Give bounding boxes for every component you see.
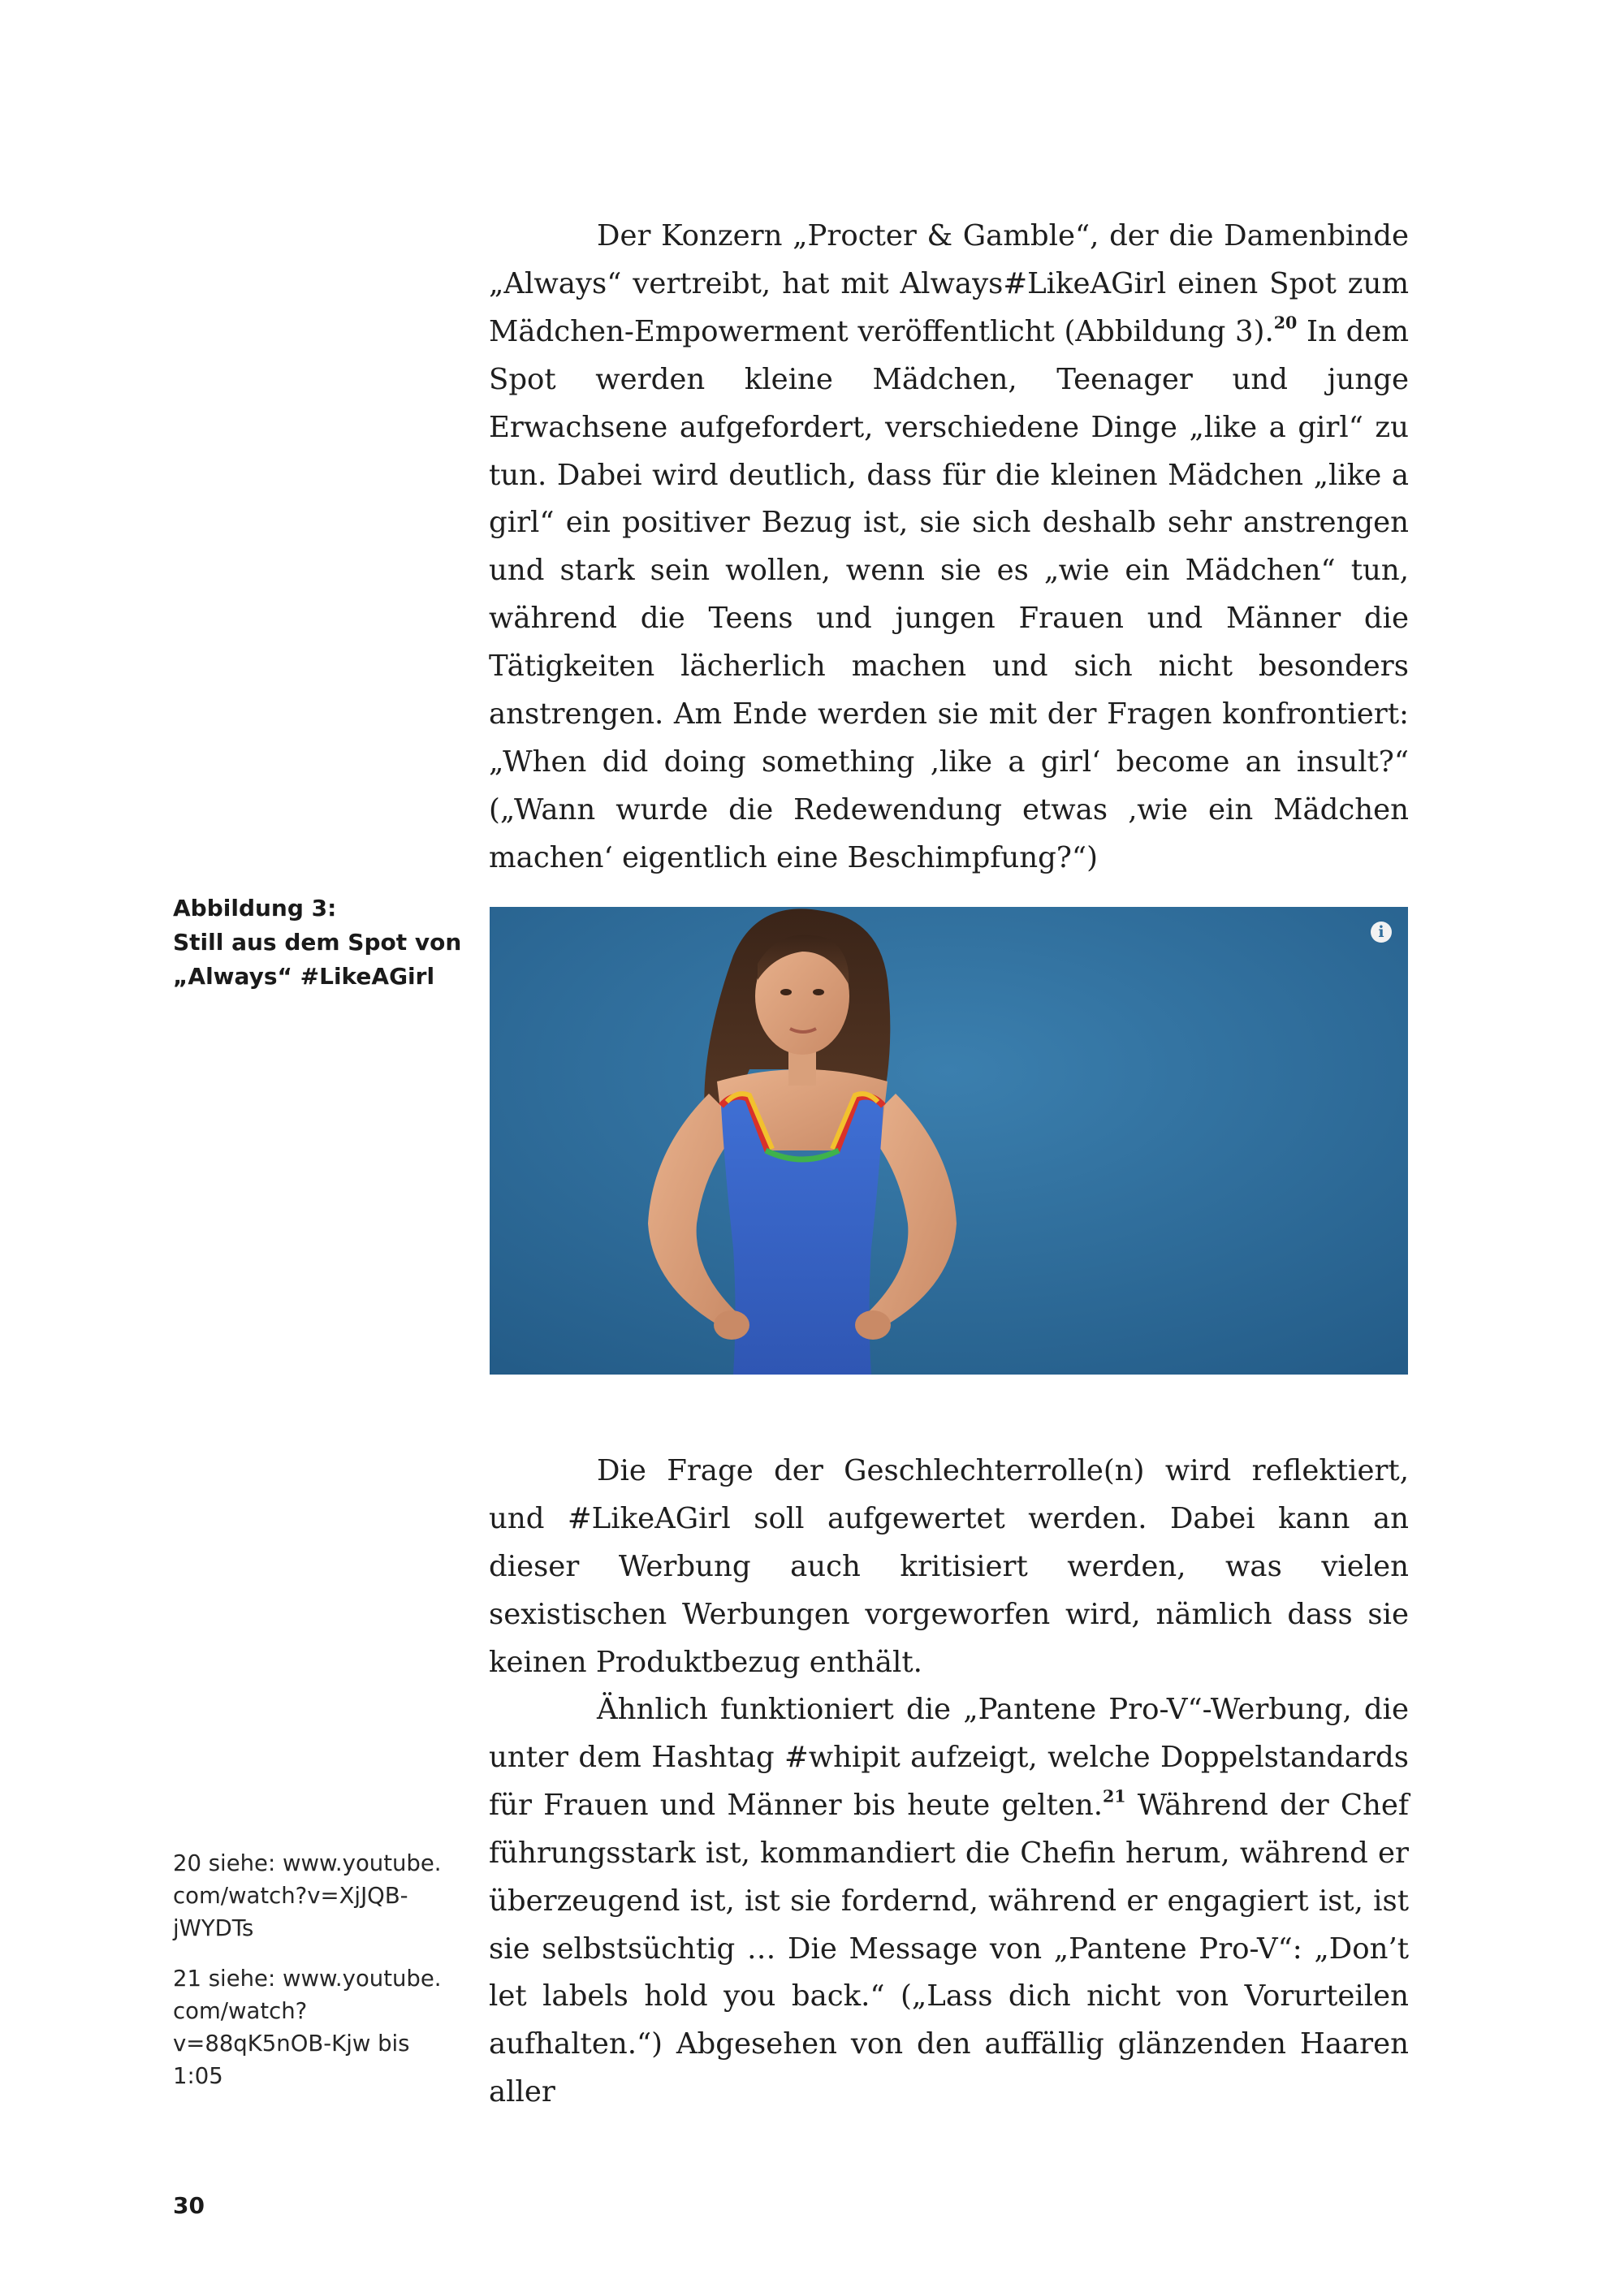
- footnotes: [173, 1847, 465, 2110]
- footnote-20: 20 siehe: www.youtube.​com/watch?v=XjJQB-​jWYDTs: [173, 1850, 442, 1941]
- info-icon[interactable]: i: [1371, 922, 1392, 943]
- paragraph-geschlechterrolle: [489, 1448, 1409, 1687]
- page-number: 30: [173, 2192, 205, 2219]
- caption-line: „Always“ #LikeAGirl: [173, 963, 435, 990]
- caption-label: Abbildung 3:: [173, 895, 337, 922]
- footnote-21: 21 siehe: www.youtube.​com/watch?v=88qK5nOB-​Kjw bis 1:05: [173, 1966, 442, 2089]
- footnote-ref-21[interactable]: 21: [1102, 1786, 1126, 1806]
- paragraph-text: Der Konzern „Procter & Gamble“, der die Damenbinde „Always“ vertreibt, hat mit Always#LikeAGirl einen Spot zum Mädchen-Empowerment veröffentlicht (Abbildung 3).$^{20}$ In dem Spot werden kleine Mädchen, Teenager und junge Erwachsene aufgefordert, verschiedene Dinge „like a girl“ zu tun. Dabei wird deutlich, dass für die kleinen Mädchen „like a girl“ ein positiver Bezug ist, sie sich deshalb sehr anstrengen und stark sein wollen, wenn sie es „wie ein Mädchen“ tun, während die Teens und jungen Frauen und Männer die Tätigkeiten lächerlich machen und sich nicht besonders anstrengen. Am Ende werden sie mit der Fragen konfrontiert: „When did doing something ‚like a girl‘ become an insult?“ („Wann wurde die Redewendung etwas ‚wie ein Mädchen machen‘ eigentlich eine Beschimpfung?“): [489, 219, 1409, 874]
- paragraph-procter-gamble: [489, 213, 1409, 883]
- footnote-ref-20[interactable]: 20: [1273, 313, 1298, 333]
- caption-line: Still aus dem Spot von: [173, 929, 462, 956]
- paragraph-pantene: [489, 1686, 1409, 2117]
- paragraph-text: Die Frage der Geschlechterrolle(n) wird reflektiert, und #LikeAGirl soll aufgewertet werden. Dabei kann an dieser Werbung auch kritisiert werden, was vielen sexistischen Werbungen vorgeworfen wird, nämlich dass sie keinen Produktbezug enthält.: [489, 1454, 1409, 1679]
- figure-still-image: [490, 907, 1408, 1375]
- figure-caption: [173, 891, 465, 994]
- paragraph-text: Ähnlich funktioniert die „Pantene Pro-V“-Werbung, die unter dem Hashtag #whipit aufzeigt, welche Doppelstandards für Frauen und Männer bis heute gelten.$^{21}$ Während der Chef führungsstark ist, kommandiert die Chefin herum, während er überzeugend ist, ist sie fordernd, während er engagiert ist, ist sie selbstsüchtig … Die Message von „Pantene Pro-V“: „Don’t let labels hold you back.“ („Lass dich nicht von Vorurteilen aufhalten.“) Abgesehen von den auffällig glänzenden Haaren aller: [489, 1693, 1410, 2109]
